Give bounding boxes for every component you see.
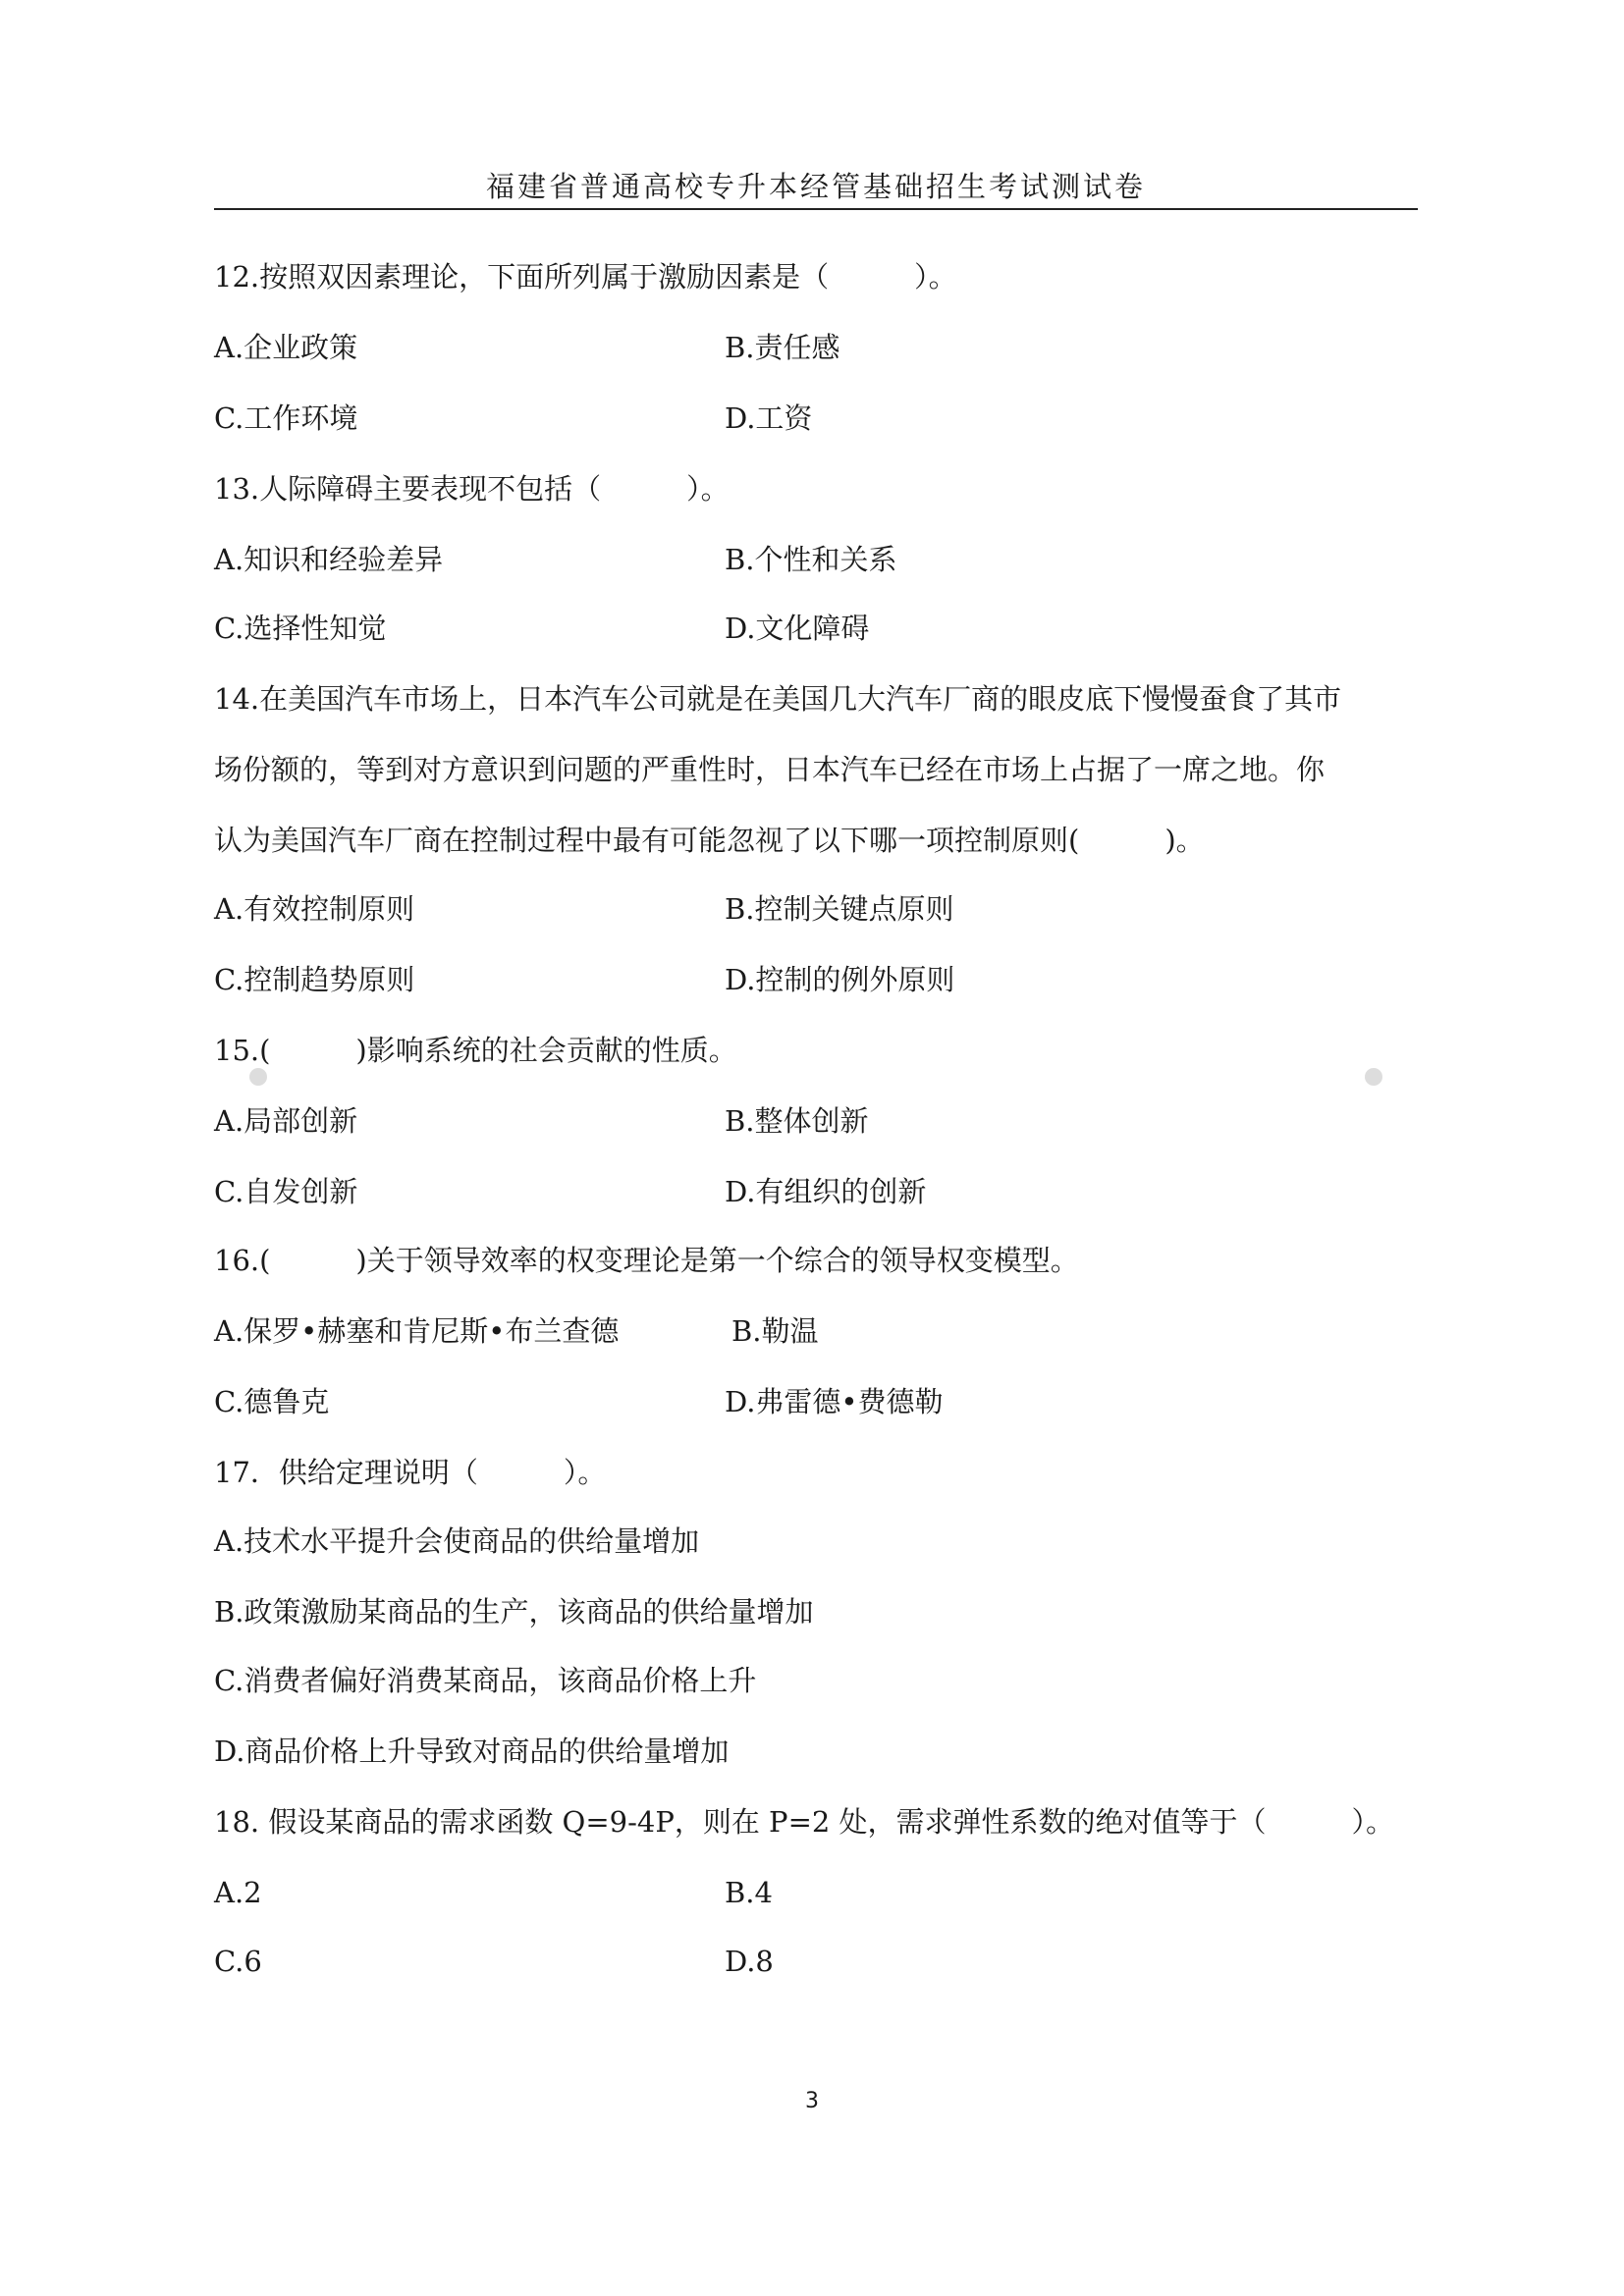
question-14-option-b: B.控制关键点原则 bbox=[725, 892, 954, 926]
question-18-stem: 18. 假设某商品的需求函数 Q=9-4P，则在 P=2 处，需求弹性系数的绝对值等于（ ）。 bbox=[214, 1805, 1395, 1839]
scan-artifact-dot-left bbox=[249, 1068, 267, 1086]
question-18-option-c: C.6 bbox=[214, 1945, 262, 1978]
question-12-option-b: B.责任感 bbox=[725, 331, 840, 364]
question-17-option-d: D.商品价格上升导致对商品的供给量增加 bbox=[214, 1735, 730, 1768]
question-16-option-c: C.德鲁克 bbox=[214, 1385, 330, 1418]
question-13-option-d: D.文化障碍 bbox=[725, 612, 870, 645]
question-18-option-d: D.8 bbox=[725, 1945, 774, 1978]
question-17-option-c: C.消费者偏好消费某商品，该商品价格上升 bbox=[214, 1664, 757, 1697]
question-16-option-a: A.保罗•赫塞和肯尼斯•布兰查德 bbox=[214, 1314, 620, 1348]
question-16-option-d: D.弗雷德•费德勒 bbox=[725, 1385, 944, 1418]
question-14-stem-line-2: 场份额的，等到对方意识到问题的严重性时，日本汽车已经在市场上占据了一席之地。你 bbox=[214, 753, 1326, 786]
question-15-option-a: A.局部创新 bbox=[214, 1104, 358, 1138]
question-14-option-a: A.有效控制原则 bbox=[214, 892, 415, 926]
question-13-option-b: B.个性和关系 bbox=[725, 543, 897, 576]
page-header-title: 福建省普通高校专升本经管基础招生考试测试卷 bbox=[485, 170, 1146, 203]
question-18-option-b: B.4 bbox=[725, 1876, 773, 1909]
question-17-stem: 17．供给定理说明（ ）。 bbox=[214, 1456, 607, 1489]
header-divider bbox=[214, 208, 1418, 210]
question-14-option-c: C.控制趋势原则 bbox=[214, 963, 415, 996]
question-12-stem: 12.按照双因素理论，下面所列属于激励因素是（ ）。 bbox=[214, 260, 957, 294]
question-16-stem: 16.( )关于领导效率的权变理论是第一个综合的领导权变模型。 bbox=[214, 1244, 1079, 1277]
question-12-option-d: D.工资 bbox=[725, 401, 813, 435]
question-12-option-a: A.企业政策 bbox=[214, 331, 358, 364]
question-17-option-b: B.政策激励某商品的生产，该商品的供给量增加 bbox=[214, 1595, 814, 1629]
question-15-stem: 15.( )影响系统的社会贡献的性质。 bbox=[214, 1034, 737, 1067]
question-17-option-a: A.技术水平提升会使商品的供给量增加 bbox=[214, 1524, 700, 1558]
question-12-option-c: C.工作环境 bbox=[214, 401, 358, 435]
question-13-option-c: C.选择性知觉 bbox=[214, 612, 387, 645]
question-15-option-c: C.自发创新 bbox=[214, 1175, 358, 1208]
question-14-stem-line-1: 14.在美国汽车市场上，日本汽车公司就是在美国几大汽车厂商的眼皮底下慢慢蚕食了其市 bbox=[214, 682, 1342, 716]
question-14-option-d: D.控制的例外原则 bbox=[725, 963, 955, 996]
question-18-option-a: A.2 bbox=[214, 1876, 262, 1909]
question-13-stem: 13.人际障碍主要表现不包括（ ）。 bbox=[214, 472, 730, 506]
question-13-option-a: A.知识和经验差异 bbox=[214, 543, 444, 576]
page-number: 3 bbox=[805, 2089, 819, 2113]
question-14-stem-line-3: 认为美国汽车厂商在控制过程中最有可能忽视了以下哪一项控制原则( )。 bbox=[214, 824, 1205, 857]
question-16-option-b: B.勒温 bbox=[731, 1314, 819, 1348]
question-15-option-d: D.有组织的创新 bbox=[725, 1175, 927, 1208]
question-15-option-b: B.整体创新 bbox=[725, 1104, 869, 1138]
scan-artifact-dot-right bbox=[1365, 1068, 1382, 1086]
